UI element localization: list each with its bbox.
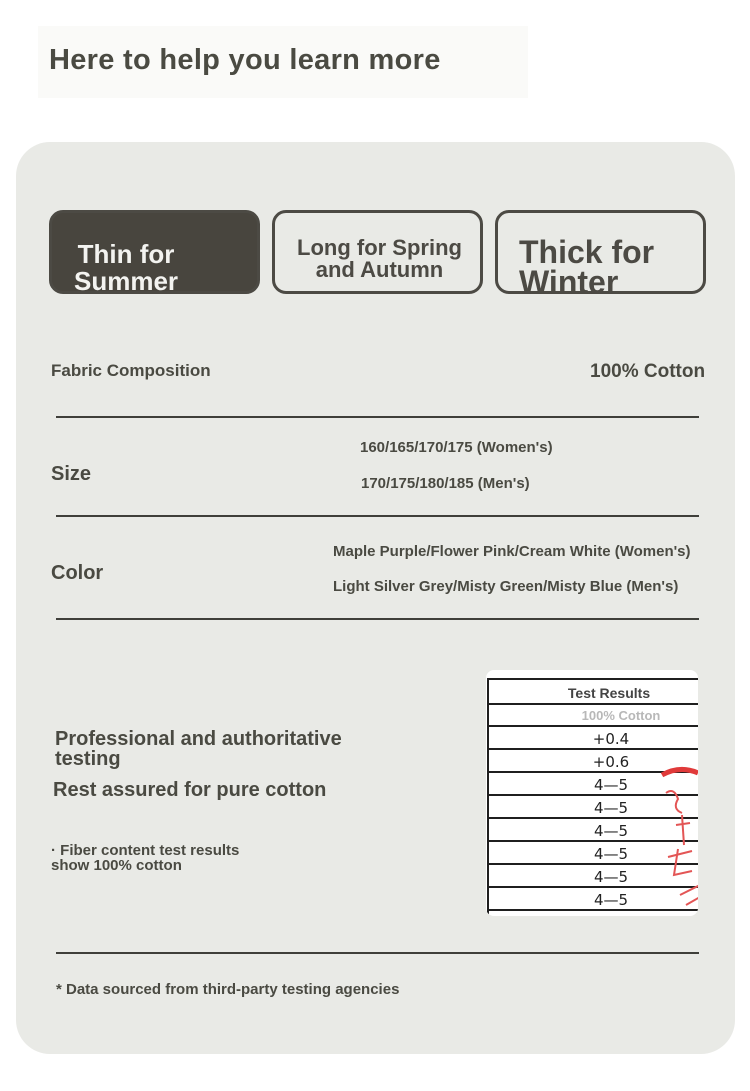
footnote: * Data sourced from third-party testing agencies [56,981,400,998]
report-ghost-row: 100% Cotton [581,708,661,723]
report-rule [487,725,698,727]
testing-title: Professional and authoritative testing [55,728,342,770]
report-row: 4—5 [593,891,629,909]
size-value-men: 170/175/180/185 (Men's) [361,475,530,492]
report-rule [487,748,698,750]
divider [56,515,699,517]
red-stamp-icon [656,765,698,915]
divider [56,416,699,418]
tab-summer-label: Thin for Summer [74,239,179,296]
page-title: Here to help you learn more [49,44,441,76]
report-header: Test Results [567,685,651,701]
tab-spring-autumn-label: Long for Spring and Autumn [297,235,462,282]
color-label: Color [51,562,104,584]
color-value-men: Light Silver Grey/Misty Green/Misty Blue (Men's) [333,578,679,595]
tab-summer[interactable] [49,210,260,294]
fabric-value: 100% Cotton [590,361,706,382]
divider [56,952,699,954]
divider [56,618,699,620]
report-border [487,678,489,916]
report-rule [487,678,698,680]
section-heading-box [38,26,528,98]
tab-spring-autumn[interactable] [272,210,483,294]
tab-winter[interactable] [495,210,706,300]
color-value-women: Maple Purple/Flower Pink/Cream White (Women's) [333,543,691,560]
testing-subtitle: Rest assured for pure cotton [53,779,327,801]
report-row: +0.6 [592,753,630,771]
report-rule [487,703,698,705]
fabric-label: Fabric Composition [51,361,211,380]
report-row: 4—5 [593,845,629,863]
test-report-image [486,670,698,916]
size-value-women: 160/165/170/175 (Women's) [360,439,553,456]
tab-winter-label: Thick for Winter [519,234,655,300]
size-label: Size [51,463,92,485]
report-row: 4—5 [593,822,629,840]
report-row: +0.4 [592,730,630,748]
testing-note: · Fiber content test results show 100% cotton [51,842,240,874]
report-row: 4—5 [593,868,629,886]
report-row: 4—5 [593,799,629,817]
report-row: 4—5 [593,776,629,794]
